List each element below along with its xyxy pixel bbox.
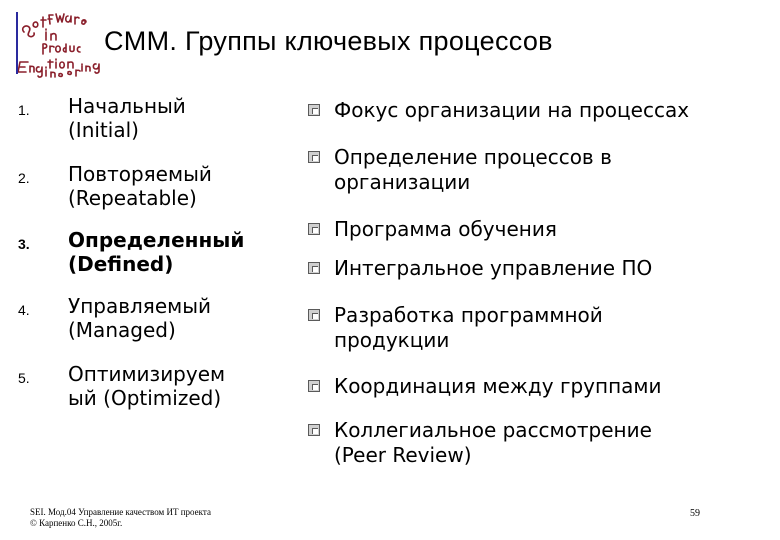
square-bullet-icon (308, 309, 320, 321)
kpa-text: Определение процессов в (334, 145, 612, 169)
kpa-text: Разработка программной (334, 303, 603, 327)
square-bullet-icon (308, 223, 320, 235)
level-number: 3. (18, 236, 30, 252)
footer-copyright: © Карпенко С.Н., 2005г. (30, 518, 123, 528)
level-name: Оптимизируем (68, 362, 226, 386)
kpa-item (308, 303, 768, 353)
page-title: CMM. Группы ключевых процессов (104, 26, 553, 56)
level-name: Определенный (68, 228, 245, 252)
maturity-level-2 (18, 162, 288, 210)
kpa-text: Интегральное управление ПО (334, 256, 653, 280)
kpa-text: Координация между группами (334, 374, 662, 398)
level-name-en: (Defined) (68, 252, 174, 276)
maturity-level-4 (18, 294, 288, 342)
kpa-text: Фокус организации на процессах (334, 98, 690, 122)
level-name-en: (Initial) (68, 118, 139, 142)
level-name: Начальный (68, 94, 186, 118)
kpa-text-cont: продукции (334, 328, 450, 352)
square-bullet-icon (308, 380, 320, 392)
footer-credits (30, 507, 211, 529)
footer-course: SEI. Мод.04 Управление качеством ИТ проекта (30, 507, 211, 517)
level-number: 4. (18, 302, 30, 318)
software-engineering-logo (6, 4, 102, 80)
level-name-en: (Repeatable) (68, 186, 197, 210)
kpa-item (308, 256, 768, 281)
level-name-en: (Managed) (68, 318, 176, 342)
kpa-text: Программа обучения (334, 217, 557, 241)
logo-bar (16, 12, 18, 74)
square-bullet-icon (308, 104, 320, 116)
kpa-item (308, 418, 768, 468)
logo-graphic (6, 4, 102, 80)
page-number: 59 (690, 508, 700, 519)
square-bullet-icon (308, 151, 320, 163)
level-number: 1. (18, 102, 30, 118)
kpa-text-cont: (Peer Review) (334, 443, 472, 467)
level-name-en: ый (Optimized) (68, 386, 222, 410)
square-bullet-icon (308, 262, 320, 274)
kpa-item (308, 217, 768, 242)
kpa-item (308, 145, 768, 195)
maturity-level-5 (18, 362, 288, 410)
kpa-item (308, 98, 768, 123)
maturity-level-1 (18, 94, 288, 142)
maturity-level-3 (18, 228, 288, 276)
level-number: 5. (18, 370, 30, 386)
level-name: Повторяемый (68, 162, 212, 186)
kpa-text-cont: организации (334, 170, 471, 194)
square-bullet-icon (308, 424, 320, 436)
level-name: Управляемый (68, 294, 211, 318)
kpa-text: Коллегиальное рассмотрение (334, 418, 652, 442)
kpa-item (308, 374, 768, 399)
level-number: 2. (18, 170, 30, 186)
